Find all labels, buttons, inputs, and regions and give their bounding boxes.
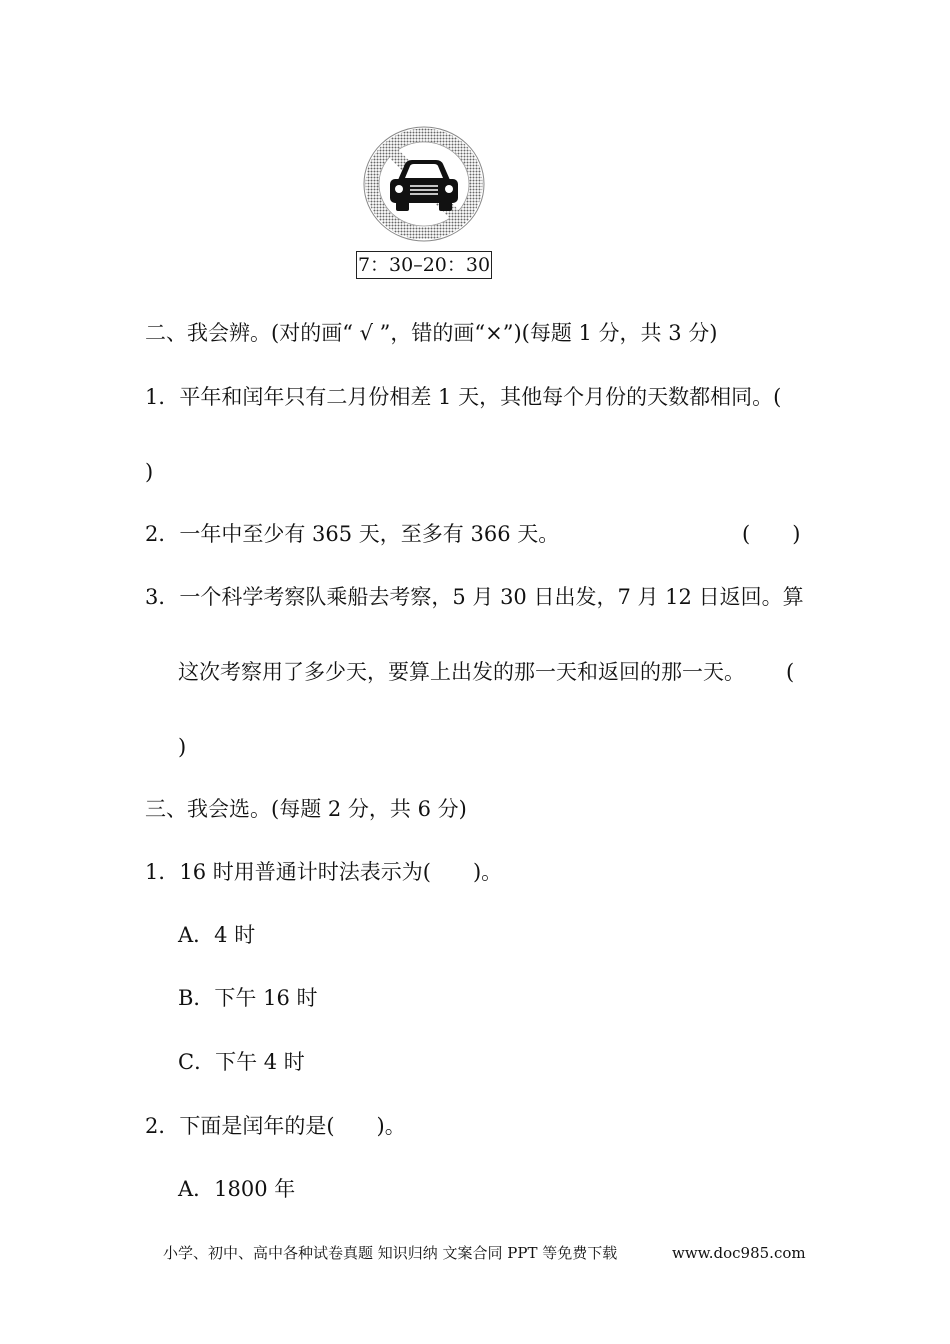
section2-question-3-line-1: 3．一个科学考察队乘船去考察，5 月 30 日出发，7 月 12 日返回。算 — [145, 585, 804, 609]
no-motor-vehicle-sign-icon — [358, 122, 490, 248]
section2-question-2: 2．一年中至少有 365 天，至多有 366 天。 — [145, 522, 560, 546]
section3-question-2-option-a: A．1800 年 — [178, 1177, 296, 1201]
section3-heading: 三、我会选。(每题 2 分，共 6 分) — [145, 797, 467, 821]
section2-question-1-answer-close: ) — [145, 460, 154, 484]
section3-question-1: 1．16 时用普通计时法表示为( )。 — [145, 860, 503, 884]
time-restriction-label: 7：30–20：30 — [356, 251, 492, 279]
section2-question-1: 1．平年和闰年只有二月份相差 1 天，其他每个月份的天数都相同。( — [145, 385, 782, 409]
footer-url-link[interactable]: www.doc985.com — [672, 1244, 806, 1262]
section2-heading: 二、我会辨。(对的画“ √ ”，错的画“×”)(每题 1 分，共 3 分) — [145, 321, 718, 345]
section2-question-3-answer-open: ( — [786, 660, 795, 684]
section3-question-1-option-b: B．下午 16 时 — [178, 986, 318, 1010]
section2-question-3-answer-close: ) — [178, 735, 187, 759]
page-footer — [163, 1242, 806, 1264]
footer-description: 小学、初中、高中各种试卷真题 知识归纳 文案合同 PPT 等免费下载 — [163, 1244, 618, 1262]
section3-question-1-option-c: C．下午 4 时 — [178, 1050, 305, 1074]
section3-question-1-option-a: A．4 时 — [178, 923, 256, 947]
section3-question-2: 2．下面是闰年的是( )。 — [145, 1114, 406, 1138]
section2-question-3-line-2: 这次考察用了多少天，要算上出发的那一天和返回的那一天。 — [178, 660, 745, 684]
section2-question-2-answer-blank: ( ) — [742, 522, 801, 546]
